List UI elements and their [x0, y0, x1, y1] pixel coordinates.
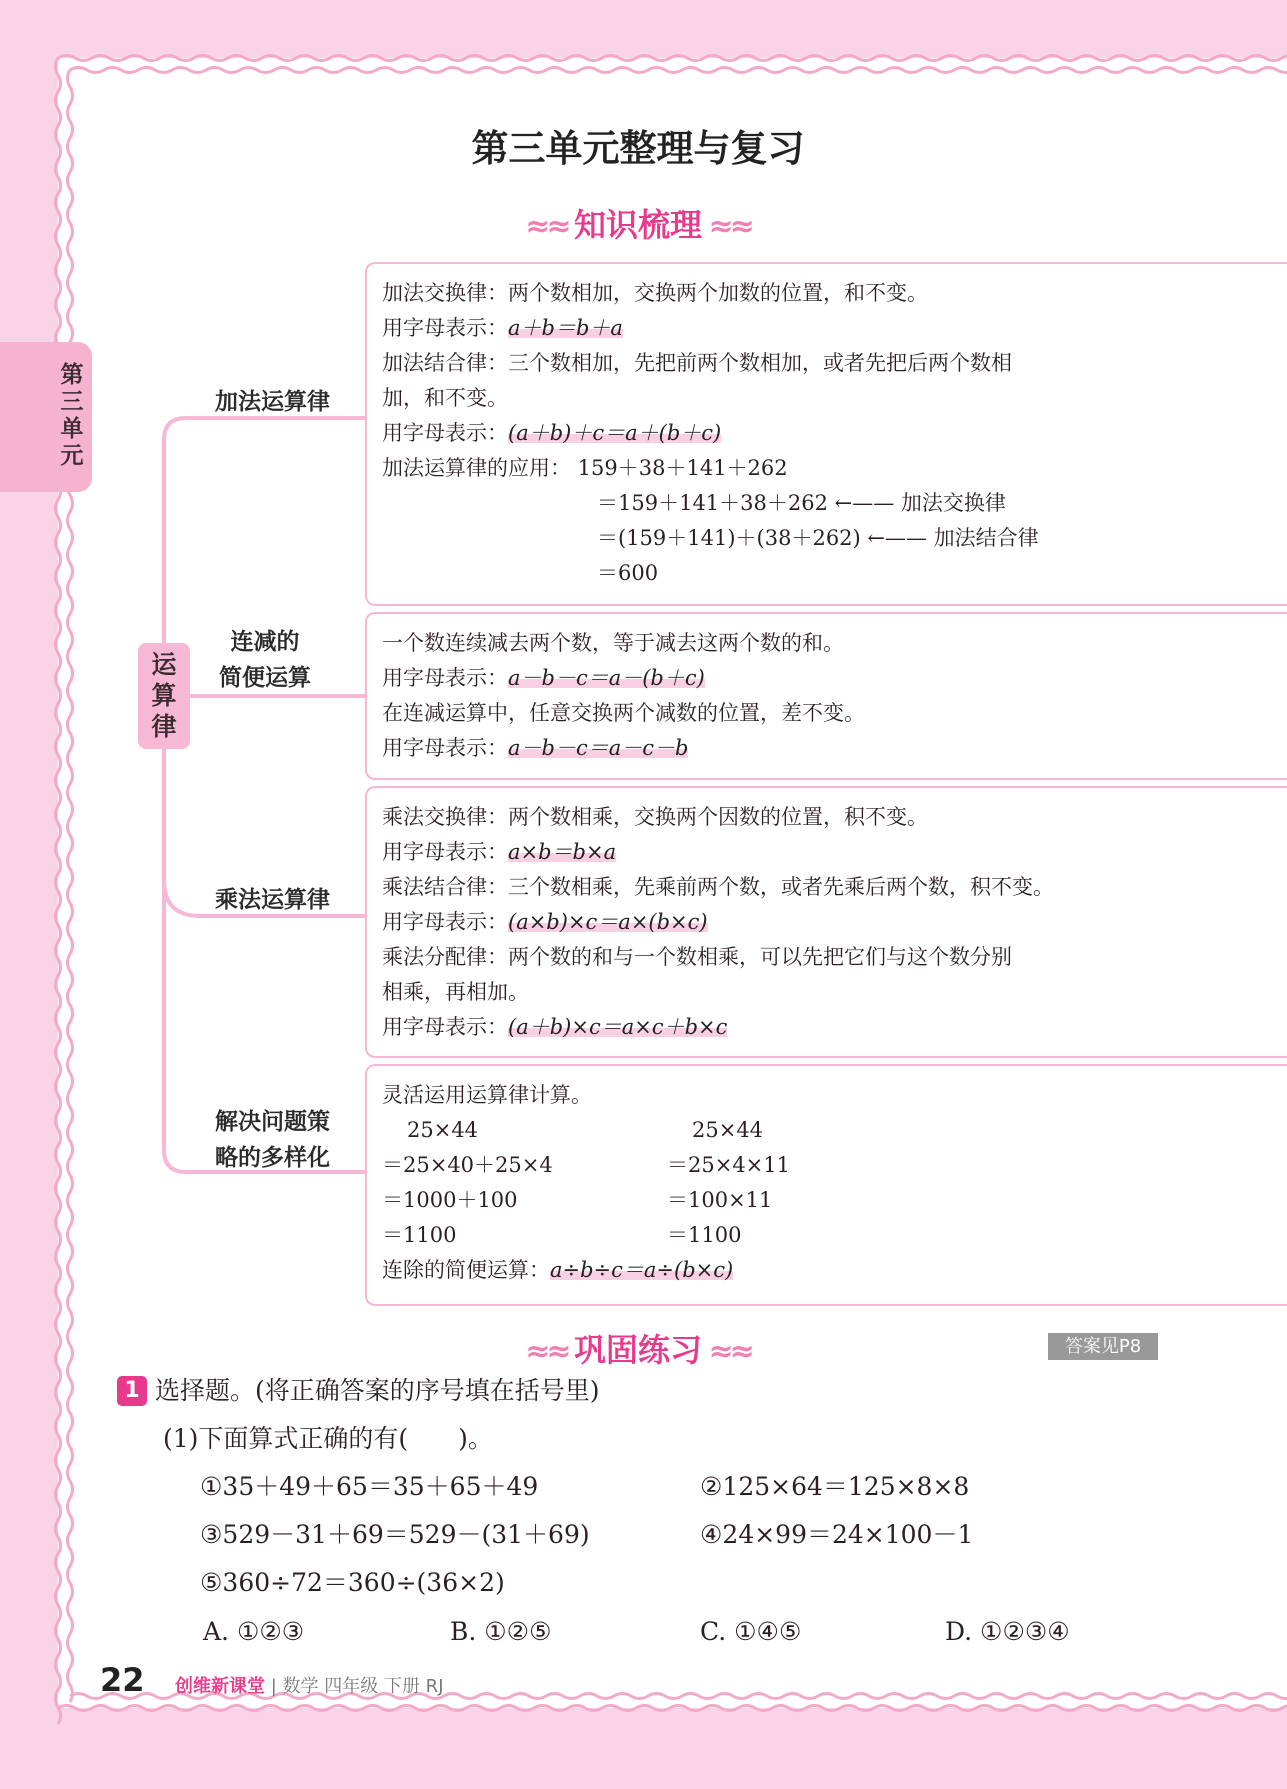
question-number: 1	[117, 1376, 147, 1406]
wave-decoration-icon: ≈≈	[702, 1334, 751, 1369]
box-line	[382, 311, 1039, 346]
box-lines	[382, 276, 1039, 591]
line-text: 用字母表示：	[382, 840, 508, 864]
line-text: 用字母表示：	[382, 316, 508, 340]
box-line	[382, 626, 865, 661]
wave-decoration-icon: ≈≈	[702, 209, 751, 244]
box-line	[382, 696, 865, 731]
line-text: 乘法交换律：两个数相乘，交换两个因数的位置，积不变。	[382, 805, 928, 829]
option-d[interactable]: D. ①②③④	[945, 1617, 1070, 1646]
line-text: ＝(159＋141)＋(38＋262) ←—— 加法结合律	[597, 526, 1039, 550]
calc-step: ＝1000＋100	[382, 1188, 518, 1212]
box-strategies	[365, 1064, 1287, 1306]
branch-label-subtraction	[200, 624, 330, 696]
box-line	[382, 905, 1054, 940]
sub-question: (1)下面算式正确的有( )。	[163, 1424, 493, 1453]
section-heading-text: 巩固练习	[573, 1331, 702, 1369]
box-line	[382, 1010, 1054, 1045]
line-text: 乘法结合律：三个数相乘，先乘前两个数，或者先乘后两个数，积不变。	[382, 875, 1054, 899]
calc-column-2	[667, 1113, 790, 1253]
line-text: 用字母表示：	[382, 666, 508, 690]
box-line	[382, 521, 1039, 556]
footer-brand: 创维新课堂	[175, 1676, 265, 1697]
line-text: 用字母表示：	[382, 736, 508, 760]
question-title: 选择题。(将正确答案的序号填在括号里)	[155, 1376, 600, 1405]
box-line	[382, 416, 1039, 451]
formula: a÷b÷c＝a÷(b×c)	[550, 1258, 734, 1282]
line-text: 乘法分配律：两个数的和与一个数相乘，可以先把它们与这个数分别	[382, 945, 1012, 969]
box-line	[382, 381, 1039, 416]
line-text: 用字母表示：	[382, 421, 508, 445]
equation-item: ③529－31＋69＝529－(31＋69)	[200, 1520, 590, 1549]
box-line	[382, 556, 1039, 591]
option-c[interactable]: C. ①④⑤	[700, 1617, 802, 1646]
equation-item: ②125×64＝125×8×8	[700, 1472, 970, 1501]
wave-decoration-icon: ≈≈	[525, 209, 574, 244]
box-line	[382, 276, 1039, 311]
line-text: 用字母表示：	[382, 1015, 508, 1039]
line-text: 用字母表示：	[382, 910, 508, 934]
branch-label-strategies	[200, 1104, 345, 1176]
option-a[interactable]: A. ①②③	[203, 1617, 305, 1646]
box-line	[382, 940, 1054, 975]
box-line	[382, 451, 1039, 486]
formula: a×b＝b×a	[508, 840, 617, 864]
option-b[interactable]: B. ①②⑤	[450, 1617, 552, 1646]
box-line	[382, 835, 1054, 870]
formula: a－b－c＝a－(b＋c)	[508, 666, 705, 690]
box-lines	[382, 626, 865, 766]
mindmap-root-label: 运算律	[151, 650, 177, 741]
line-text: 加，和不变。	[382, 386, 508, 410]
branch-label-addition: 加法运算律	[215, 389, 330, 415]
box-line	[382, 800, 1054, 835]
formula: a－b－c＝a－c－b	[508, 736, 689, 760]
box-line	[382, 975, 1054, 1010]
line-text: 相乘，再相加。	[382, 980, 529, 1004]
answer-badge: 答案见P8	[1048, 1333, 1158, 1360]
calc-step: ＝25×4×11	[667, 1153, 790, 1177]
division-rule-text: 连除的简便运算：	[382, 1258, 550, 1282]
section-heading-practice	[58, 1325, 1218, 1371]
box-line	[382, 661, 865, 696]
line-text: 加法结合律：三个数相加，先把前两个数相加，或者先把后两个数相	[382, 351, 1012, 375]
formula: (a×b)×c＝a×(b×c)	[508, 910, 708, 934]
division-rule	[382, 1253, 733, 1288]
branch-label-line: 连减的	[230, 629, 300, 655]
box-subtraction	[365, 612, 1287, 780]
box-line	[382, 731, 865, 766]
line-text: 加法运算律的应用： 159＋38＋141＋262	[382, 456, 788, 480]
box-lines	[382, 800, 1054, 1045]
formula: a＋b＝b＋a	[508, 316, 623, 340]
calc-step: ＝1100	[667, 1223, 742, 1247]
wave-decoration-icon: ≈≈	[525, 1334, 574, 1369]
strategy-intro: 灵活运用运算律计算。	[382, 1083, 592, 1107]
branch-label-line: 简便运算	[219, 665, 311, 691]
box-addition	[365, 262, 1287, 606]
page-number: 22	[100, 1661, 145, 1699]
calc-step: ＝100×11	[667, 1188, 773, 1212]
section-heading-text: 知识梳理	[573, 206, 702, 244]
line-text: ＝159＋141＋38＋262 ←—— 加法交换律	[597, 491, 1006, 515]
formula: (a＋b)×c＝a×c＋b×c	[508, 1015, 728, 1039]
equation-item: ④24×99＝24×100－1	[700, 1520, 974, 1549]
box-line	[382, 346, 1039, 381]
equation-item: ①35＋49＋65＝35＋65＋49	[200, 1472, 539, 1501]
line-text: 在连减运算中，任意交换两个减数的位置，差不变。	[382, 701, 865, 725]
page-title: 第三单元整理与复习	[471, 127, 805, 170]
line-text: ＝600	[597, 561, 659, 585]
branch-label-multiplication: 乘法运算律	[215, 887, 330, 913]
calc-step: ＝25×40＋25×4	[382, 1153, 553, 1177]
calc-step: 25×44	[692, 1118, 764, 1142]
box-line	[382, 870, 1054, 905]
formula: (a＋b)＋c＝a＋(b＋c)	[508, 421, 722, 445]
branch-label-line: 略的多样化	[215, 1145, 330, 1171]
footer-details: | 数学 四年级 下册 RJ	[270, 1676, 444, 1697]
calc-step: ＝1100	[382, 1223, 457, 1247]
branch-label-line: 解决问题策	[215, 1109, 330, 1135]
chapter-tab-label: 第三单元	[60, 362, 84, 469]
calc-step: 25×44	[407, 1118, 479, 1142]
box-multiplication	[365, 786, 1287, 1058]
line-text: 加法交换律：两个数相加，交换两个加数的位置，和不变。	[382, 281, 928, 305]
line-text: 一个数连续减去两个数，等于减去这两个数的和。	[382, 631, 844, 655]
equation-item: ⑤360÷72＝360÷(36×2)	[200, 1568, 505, 1597]
calc-column-1	[382, 1113, 553, 1253]
footer-info	[175, 1672, 444, 1698]
box-line	[382, 486, 1039, 521]
